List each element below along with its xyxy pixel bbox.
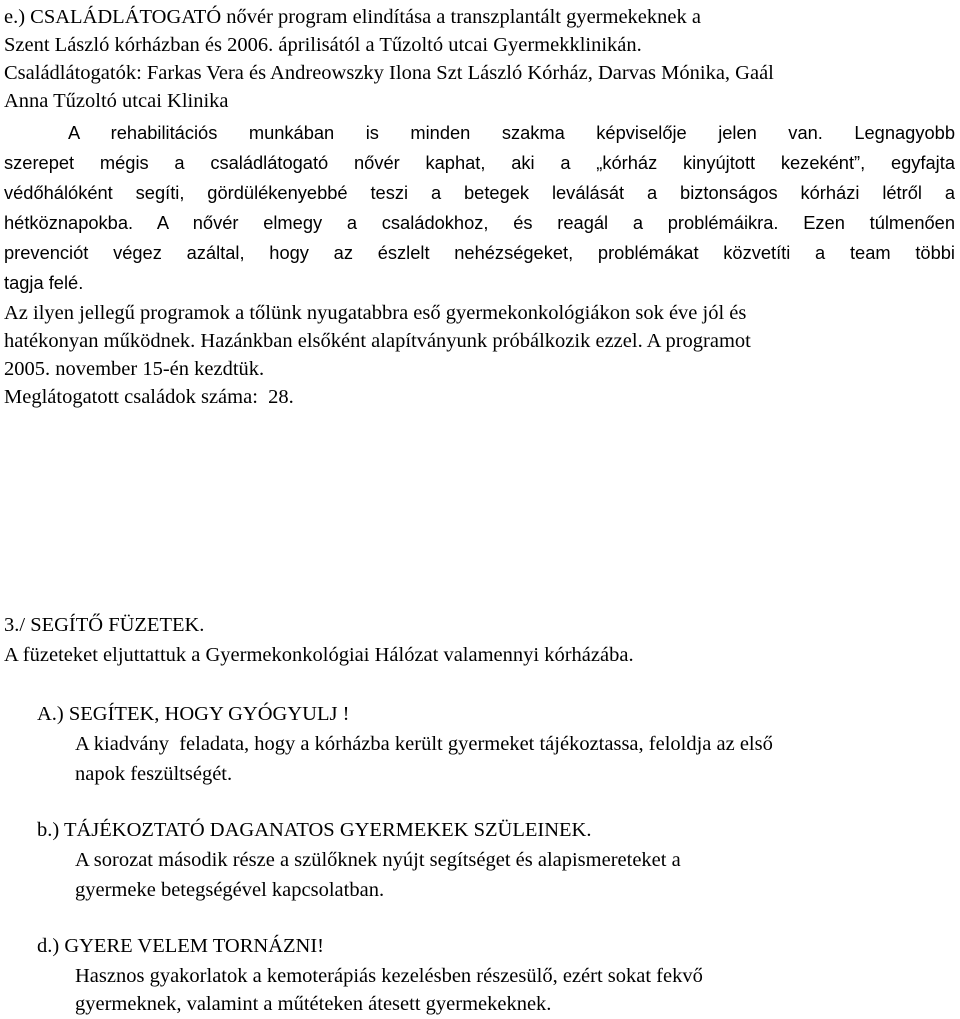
booklet-a-line-1: A kiadvány feladata, hogy a kórházba került gyermeket tájékoztassa, feloldja az első bbox=[75, 733, 773, 755]
body-line-6: tagja felé. bbox=[4, 272, 84, 293]
section-e-heading-line-2: Szent László kórházban és 2006. áprilisától a Tűzoltó utcai Gyermekklinikán. bbox=[4, 34, 642, 56]
booklet-d-line-2: gyermeknek, valamint a műtéteken átesett gyermekeknek. bbox=[75, 993, 552, 1015]
program-line-2: hatékonyan működnek. Hazánkban elsőként alapítványunk próbálkozik ezzel. A programot bbox=[4, 330, 751, 352]
section-3-intro: A füzeteket eljuttattuk a Gyermekonkológiai Hálózat valamennyi kórházába. bbox=[4, 644, 634, 666]
visitors-line-2: Anna Tűzoltó utcai Klinika bbox=[4, 90, 229, 112]
section-3-title: 3./ SEGÍTŐ FÜZETEK. bbox=[4, 614, 205, 636]
body-line-2: szerepet mégis a családlátogató nővér kaphat, aki a „kórház kinyújtott kezeként”, egyfajta bbox=[4, 152, 955, 173]
booklet-d-title: d.) GYERE VELEM TORNÁZNI! bbox=[37, 935, 324, 957]
booklet-a-title: A.) SEGÍTEK, HOGY GYÓGYULJ ! bbox=[37, 703, 350, 725]
families-count: Meglátogatott családok száma: 28. bbox=[4, 386, 294, 408]
section-e-heading-line-1: e.) CSALÁDLÁTOGATÓ nővér program elindítása a transzplantált gyermekeknek a bbox=[4, 6, 701, 28]
booklet-d-line-1: Hasznos gyakorlatok a kemoterápiás kezelésben részesülő, ezért sokat fekvő bbox=[75, 965, 703, 987]
program-line-1: Az ilyen jellegű programok a tőlünk nyugatabbra eső gyermekonkológiákon sok éve jól és bbox=[4, 302, 747, 324]
visitors-line-1: Családlátogatók: Farkas Vera és Andreowszky Ilona Szt László Kórház, Darvas Mónika, Gaál bbox=[4, 62, 774, 84]
booklet-a-line-2: napok feszültségét. bbox=[75, 763, 233, 785]
booklet-b-line-2: gyermeke betegségével kapcsolatban. bbox=[75, 879, 385, 901]
booklet-b-line-1: A sorozat második része a szülőknek nyújt segítséget és alapismereteket a bbox=[75, 849, 681, 871]
body-line-3: védőhálóként segíti, gördülékenyebbé teszi a betegek leválását a biztonságos kórházi létről a bbox=[4, 182, 955, 203]
body-line-4: hétköznapokba. A nővér elmegy a családokhoz, és reagál a problémáikra. Ezen túlmenően bbox=[4, 212, 955, 233]
body-line-1: A rehabilitációs munkában is minden szakma képviselője jelen van. Legnagyobb bbox=[68, 122, 955, 143]
program-line-3: 2005. november 15-én kezdtük. bbox=[4, 358, 265, 380]
body-line-5: prevenciót végez azáltal, hogy az észlelt nehézségeket, problémákat közvetíti a team többi bbox=[4, 242, 955, 263]
booklet-b-title: b.) TÁJÉKOZTATÓ DAGANATOS GYERMEKEK SZÜLEINEK. bbox=[37, 819, 592, 841]
